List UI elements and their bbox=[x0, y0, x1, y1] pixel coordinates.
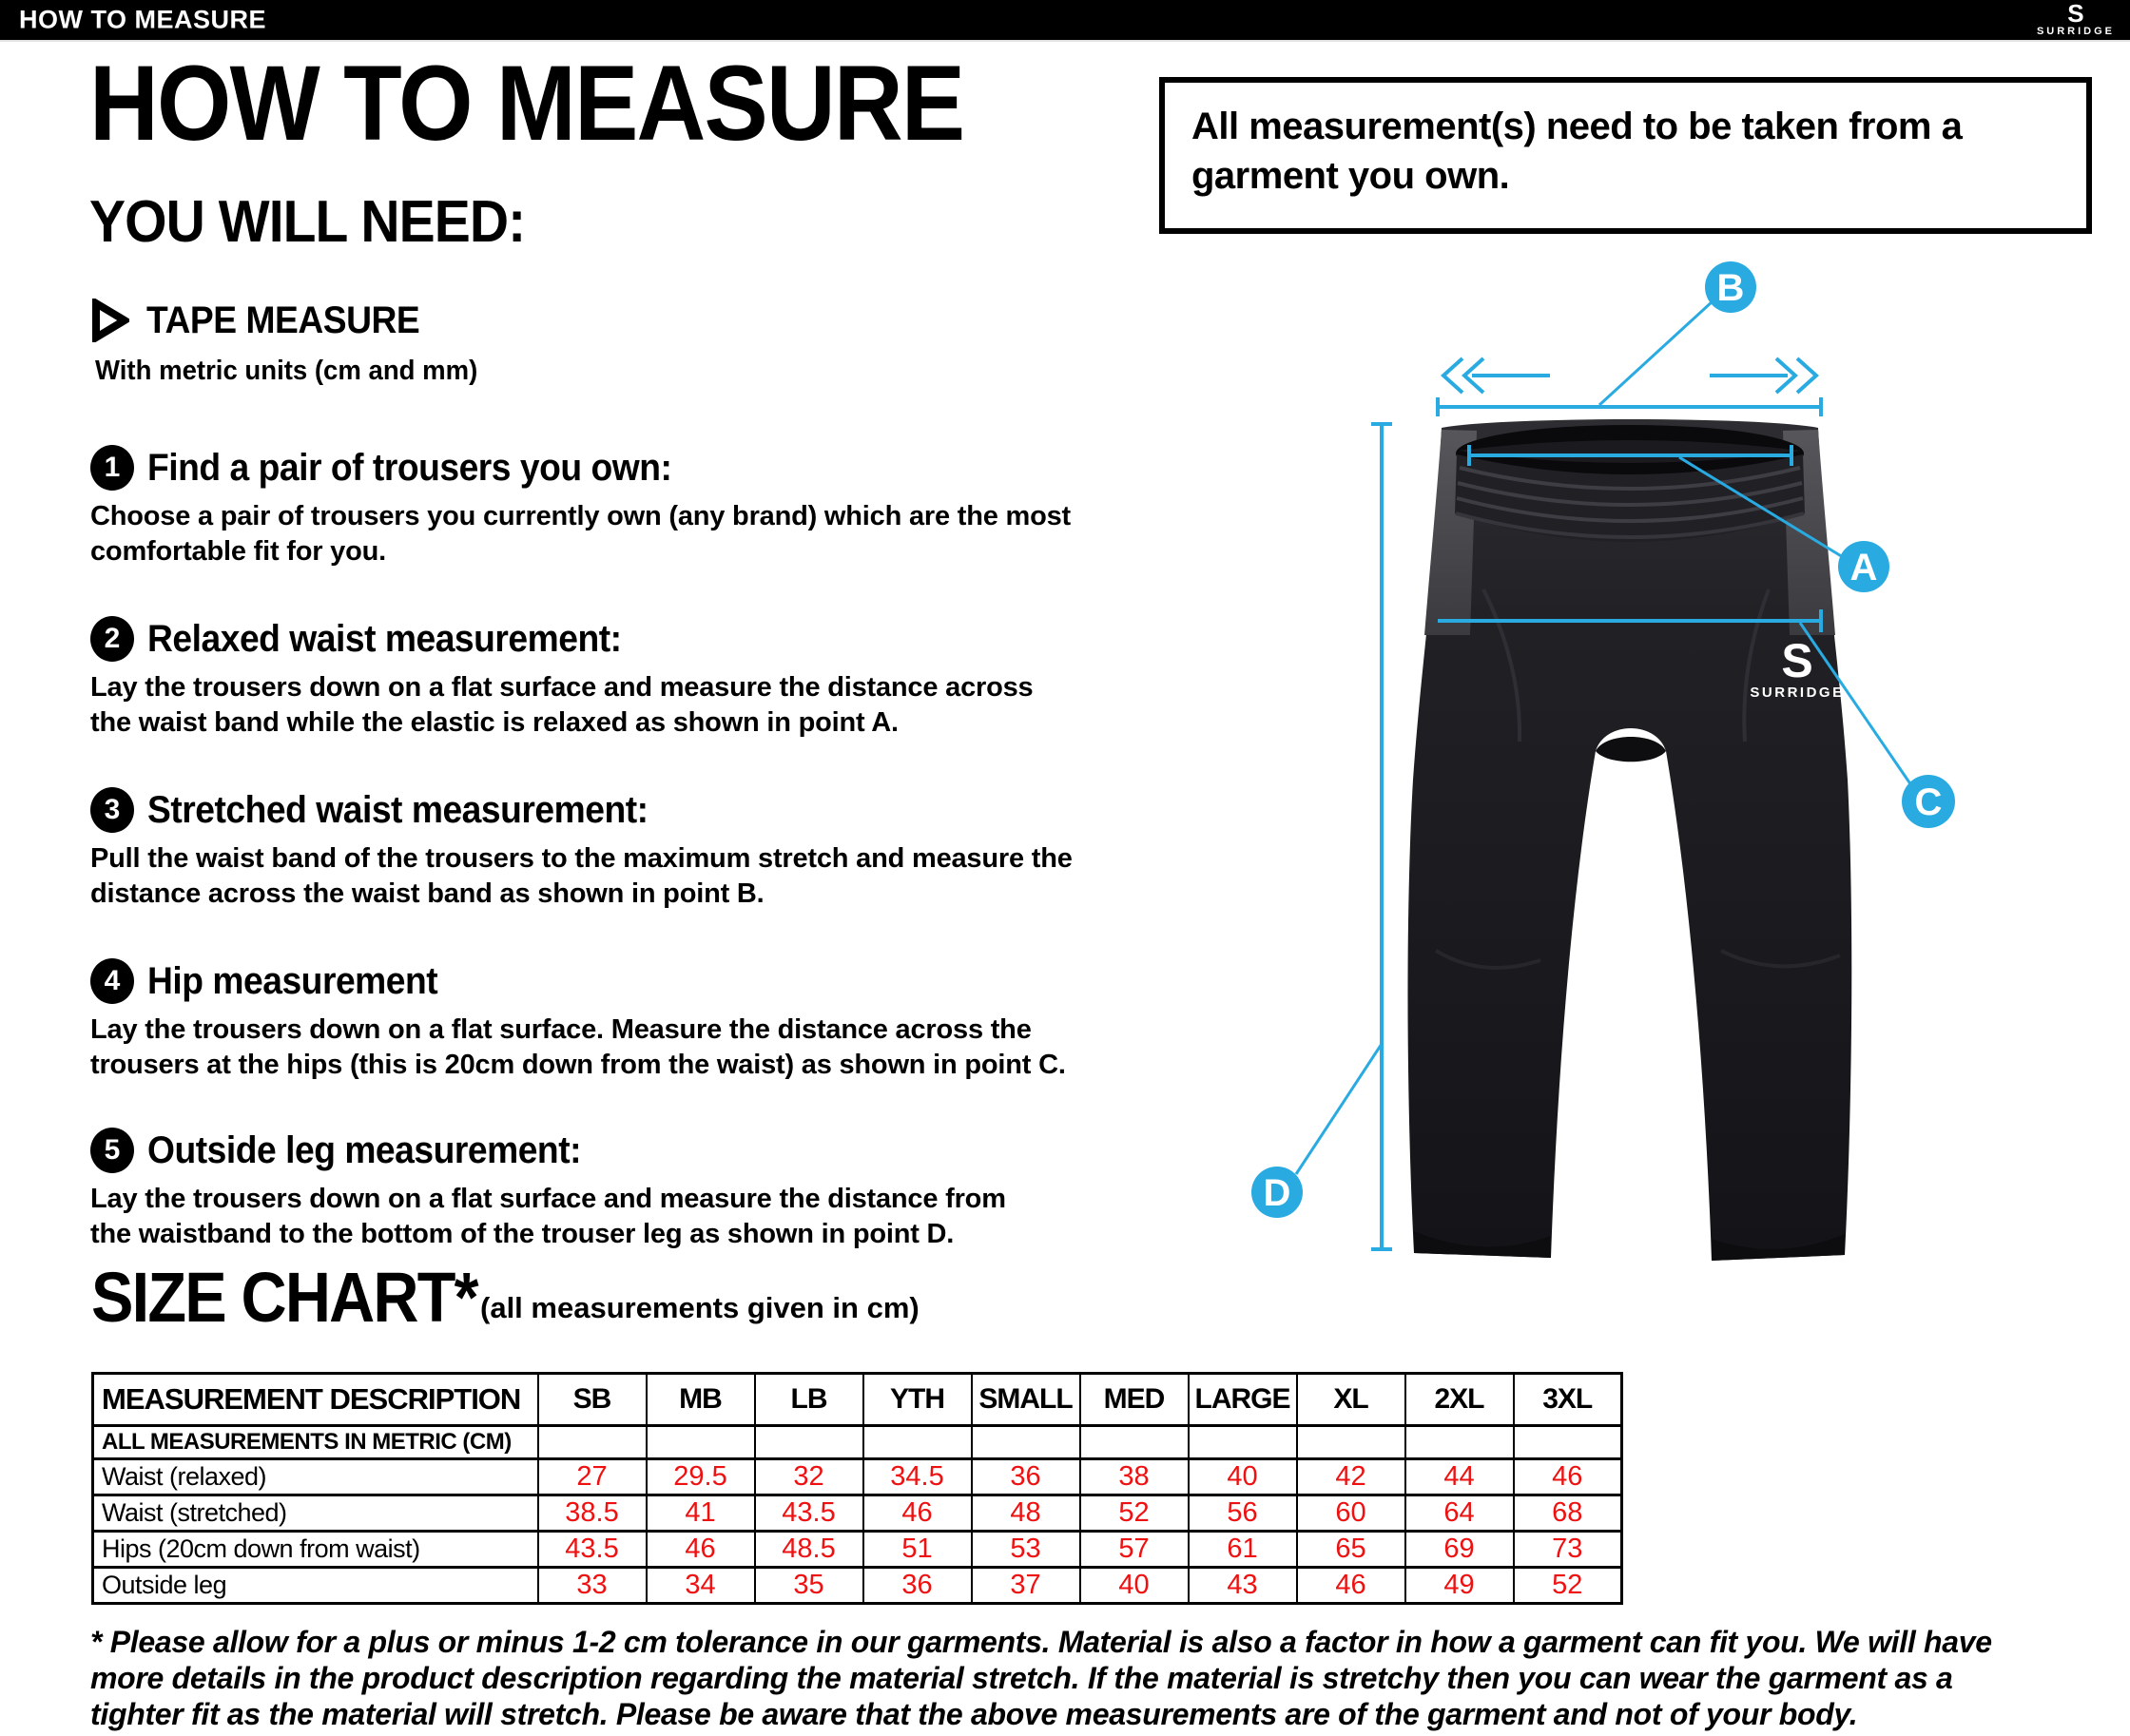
unit-row-empty-cell bbox=[1405, 1426, 1514, 1459]
unit-row bbox=[93, 1426, 1622, 1459]
measurement-value: 36 bbox=[972, 1459, 1080, 1495]
step-5-body-line: Lay the trousers down on a flat surface and measure the distance from bbox=[90, 1184, 1006, 1214]
column-header-size: MED bbox=[1080, 1374, 1189, 1426]
measurement-value: 49 bbox=[1405, 1568, 1514, 1604]
marker-B bbox=[1705, 261, 1756, 313]
column-header-size: SMALL bbox=[972, 1374, 1080, 1426]
measurement-value: 38 bbox=[1080, 1459, 1189, 1495]
size-chart-body bbox=[93, 1426, 1622, 1604]
measurement-value: 42 bbox=[1297, 1459, 1405, 1495]
measurement-value: 60 bbox=[1297, 1495, 1405, 1532]
stretched-waist-line bbox=[1438, 300, 1821, 416]
measurement-value: 46 bbox=[863, 1495, 972, 1532]
notice-line: garment you own. bbox=[1191, 155, 1510, 197]
measurement-value: 36 bbox=[863, 1568, 972, 1604]
garment-surridge-s-icon: S bbox=[1781, 634, 1813, 687]
measurement-label: Waist (relaxed) bbox=[93, 1459, 538, 1495]
measurement-value: 29.5 bbox=[647, 1459, 755, 1495]
marker-C bbox=[1902, 775, 1955, 828]
column-header-size: LARGE bbox=[1189, 1374, 1297, 1426]
measurement-value: 61 bbox=[1189, 1532, 1297, 1568]
measurement-value: 43.5 bbox=[755, 1495, 863, 1532]
measurement-value: 34 bbox=[647, 1568, 755, 1604]
measurement-value: 73 bbox=[1514, 1532, 1622, 1568]
measurement-label: Outside leg bbox=[93, 1568, 538, 1604]
measurement-value: 48 bbox=[972, 1495, 1080, 1532]
measurement-value: 33 bbox=[538, 1568, 647, 1604]
step-5 bbox=[90, 1128, 1006, 1252]
size-chart-row bbox=[93, 1532, 1622, 1568]
measurement-label: Waist (stretched) bbox=[93, 1495, 538, 1532]
column-header-description: MEASUREMENT DESCRIPTION bbox=[93, 1374, 538, 1426]
step-3-title: Stretched waist measurement: bbox=[147, 788, 649, 831]
step-4-body bbox=[90, 1013, 1066, 1083]
measurement-value: 46 bbox=[647, 1532, 755, 1568]
step-1-number-badge: 1 bbox=[90, 445, 134, 491]
step-3-body-line: Pull the waist band of the trousers to the maximum stretch and measure the bbox=[90, 843, 1073, 874]
column-header-size: YTH bbox=[863, 1374, 972, 1426]
column-header-size: 3XL bbox=[1514, 1374, 1622, 1426]
measurement-value: 27 bbox=[538, 1459, 647, 1495]
tape-measure-item bbox=[91, 299, 440, 342]
size-chart-heading-note: (all measurements given in cm) bbox=[480, 1291, 920, 1324]
outside-leg-line bbox=[1296, 424, 1392, 1249]
measurement-value: 41 bbox=[647, 1495, 755, 1532]
top-bar-title: HOW TO MEASURE bbox=[19, 5, 267, 34]
column-header-size: MB bbox=[647, 1374, 755, 1426]
step-3-number-badge: 3 bbox=[90, 787, 134, 833]
unit-row-empty-cell bbox=[1297, 1426, 1405, 1459]
size-chart-head bbox=[93, 1374, 1622, 1426]
you-will-need-heading: YOU WILL NEED: bbox=[89, 189, 526, 255]
measurement-value: 52 bbox=[1514, 1568, 1622, 1604]
measurement-value: 46 bbox=[1514, 1459, 1622, 1495]
step-4-title: Hip measurement bbox=[147, 959, 438, 1002]
measurement-value: 43.5 bbox=[538, 1532, 647, 1568]
step-1 bbox=[90, 445, 1071, 569]
step-4-number-badge: 4 bbox=[90, 958, 134, 1004]
step-5-body-line: the waistband to the bottom of the trouser leg as shown in point D. bbox=[90, 1219, 955, 1249]
footnote-line: more details in the product description regarding the material stretch. If the material is stretchy then you can wear the garment as a bbox=[90, 1661, 1953, 1695]
step-2 bbox=[90, 616, 1033, 741]
step-1-body bbox=[90, 499, 1071, 569]
step-3-header bbox=[90, 787, 1073, 833]
step-1-header bbox=[90, 445, 1071, 491]
size-chart-row bbox=[93, 1495, 1622, 1532]
marker-D-label: D bbox=[1263, 1172, 1291, 1214]
size-chart-heading: SIZE CHART* bbox=[91, 1258, 477, 1337]
measurement-value: 44 bbox=[1405, 1459, 1514, 1495]
measurement-value: 46 bbox=[1297, 1568, 1405, 1604]
step-2-number-badge: 2 bbox=[90, 616, 134, 662]
step-5-title: Outside leg measurement: bbox=[147, 1128, 582, 1171]
top-bar bbox=[0, 0, 2130, 42]
measurement-value: 65 bbox=[1297, 1532, 1405, 1568]
measurement-value: 68 bbox=[1514, 1495, 1622, 1532]
step-1-body-line: Choose a pair of trousers you currently own (any brand) which are the most bbox=[90, 501, 1071, 531]
surridge-logo bbox=[2037, 1, 2115, 37]
measurement-value: 40 bbox=[1080, 1568, 1189, 1604]
step-2-title: Relaxed waist measurement: bbox=[147, 617, 622, 660]
measurement-label: Hips (20cm down from waist) bbox=[93, 1532, 538, 1568]
step-2-header bbox=[90, 616, 1033, 662]
measurement-value: 56 bbox=[1189, 1495, 1297, 1532]
step-2-body bbox=[90, 670, 1033, 741]
footnote-line: * Please allow for a plus or minus 1-2 cm tolerance in our garments. Material is also a factor in how a garment can fit you. We will have bbox=[90, 1625, 1992, 1659]
measurement-value: 48.5 bbox=[755, 1532, 863, 1568]
measurement-value: 34.5 bbox=[863, 1459, 972, 1495]
measurement-value: 37 bbox=[972, 1568, 1080, 1604]
column-header-size: LB bbox=[755, 1374, 863, 1426]
surridge-s-icon: S bbox=[2067, 0, 2084, 28]
unit-row-empty-cell bbox=[1189, 1426, 1297, 1459]
marker-A-label: A bbox=[1849, 547, 1878, 588]
marker-B-label: B bbox=[1716, 267, 1745, 309]
marker-A bbox=[1838, 541, 1889, 592]
step-3 bbox=[90, 787, 1073, 912]
step-1-body-line: comfortable fit for you. bbox=[90, 536, 386, 567]
triangle-bullet-icon bbox=[91, 299, 129, 342]
column-header-size: 2XL bbox=[1405, 1374, 1514, 1426]
measurement-value: 51 bbox=[863, 1532, 972, 1568]
surridge-wordmark: SURRIDGE bbox=[2036, 26, 2115, 37]
measurement-value: 52 bbox=[1080, 1495, 1189, 1532]
unit-row-empty-cell bbox=[647, 1426, 755, 1459]
size-chart-row bbox=[93, 1568, 1622, 1604]
step-5-header bbox=[90, 1128, 1006, 1173]
step-5-number-badge: 5 bbox=[90, 1128, 134, 1173]
measurement-value: 32 bbox=[755, 1459, 863, 1495]
measurement-value: 57 bbox=[1080, 1532, 1189, 1568]
measurement-value: 35 bbox=[755, 1568, 863, 1604]
step-4-body-line: trousers at the hips (this is 20cm down from the waist) as shown in point C. bbox=[90, 1050, 1066, 1080]
unit-row-empty-cell bbox=[755, 1426, 863, 1459]
tape-measure-detail: With metric units (cm and mm) bbox=[95, 356, 478, 386]
notice-line: All measurement(s) need to be taken from a bbox=[1191, 106, 1963, 147]
tape-measure-label: TAPE MEASURE bbox=[146, 299, 420, 341]
size-chart-header-row bbox=[93, 1374, 1622, 1426]
size-chart-row bbox=[93, 1459, 1622, 1495]
measurement-value: 38.5 bbox=[538, 1495, 647, 1532]
marker-D bbox=[1251, 1167, 1303, 1218]
trousers-measurement-diagram bbox=[1208, 238, 2016, 1302]
notice-box bbox=[1159, 77, 2092, 234]
step-5-body bbox=[90, 1182, 1006, 1252]
unit-row-empty-cell bbox=[972, 1426, 1080, 1459]
unit-row-empty-cell bbox=[1080, 1426, 1189, 1459]
step-2-body-line: the waist band while the elastic is relaxed as shown in point A. bbox=[90, 707, 899, 738]
column-header-size: XL bbox=[1297, 1374, 1405, 1426]
measurement-value: 64 bbox=[1405, 1495, 1514, 1532]
footnote bbox=[90, 1624, 1992, 1732]
footnote-line: tighter fit as the material will stretch. Please be aware that the above measurements are of the garment and not of your body. bbox=[90, 1697, 1858, 1731]
step-2-body-line: Lay the trousers down on a flat surface and measure the distance across bbox=[90, 672, 1034, 703]
step-4-header bbox=[90, 958, 1066, 1004]
step-3-body bbox=[90, 841, 1073, 912]
step-4-body-line: Lay the trousers down on a flat surface. Measure the distance across the bbox=[90, 1014, 1032, 1045]
garment-surridge-wordmark: SURRIDGE bbox=[1750, 685, 1845, 701]
unit-row-empty-cell bbox=[863, 1426, 972, 1459]
marker-C-label: C bbox=[1914, 781, 1943, 823]
measurement-value: 69 bbox=[1405, 1532, 1514, 1568]
trousers-image bbox=[1407, 419, 1851, 1261]
measurement-value: 53 bbox=[972, 1532, 1080, 1568]
unit-row-empty-cell bbox=[538, 1426, 647, 1459]
step-3-body-line: distance across the waist band as shown in point B. bbox=[90, 878, 765, 909]
column-header-size: SB bbox=[538, 1374, 647, 1426]
measurement-value: 43 bbox=[1189, 1568, 1297, 1604]
size-chart-table bbox=[91, 1372, 1623, 1605]
unit-row-label: ALL MEASUREMENTS IN METRIC (CM) bbox=[93, 1426, 538, 1459]
unit-row-empty-cell bbox=[1514, 1426, 1622, 1459]
page-title: HOW TO MEASURE bbox=[89, 44, 964, 163]
step-1-title: Find a pair of trousers you own: bbox=[147, 446, 672, 489]
step-4 bbox=[90, 958, 1066, 1083]
measurement-value: 40 bbox=[1189, 1459, 1297, 1495]
